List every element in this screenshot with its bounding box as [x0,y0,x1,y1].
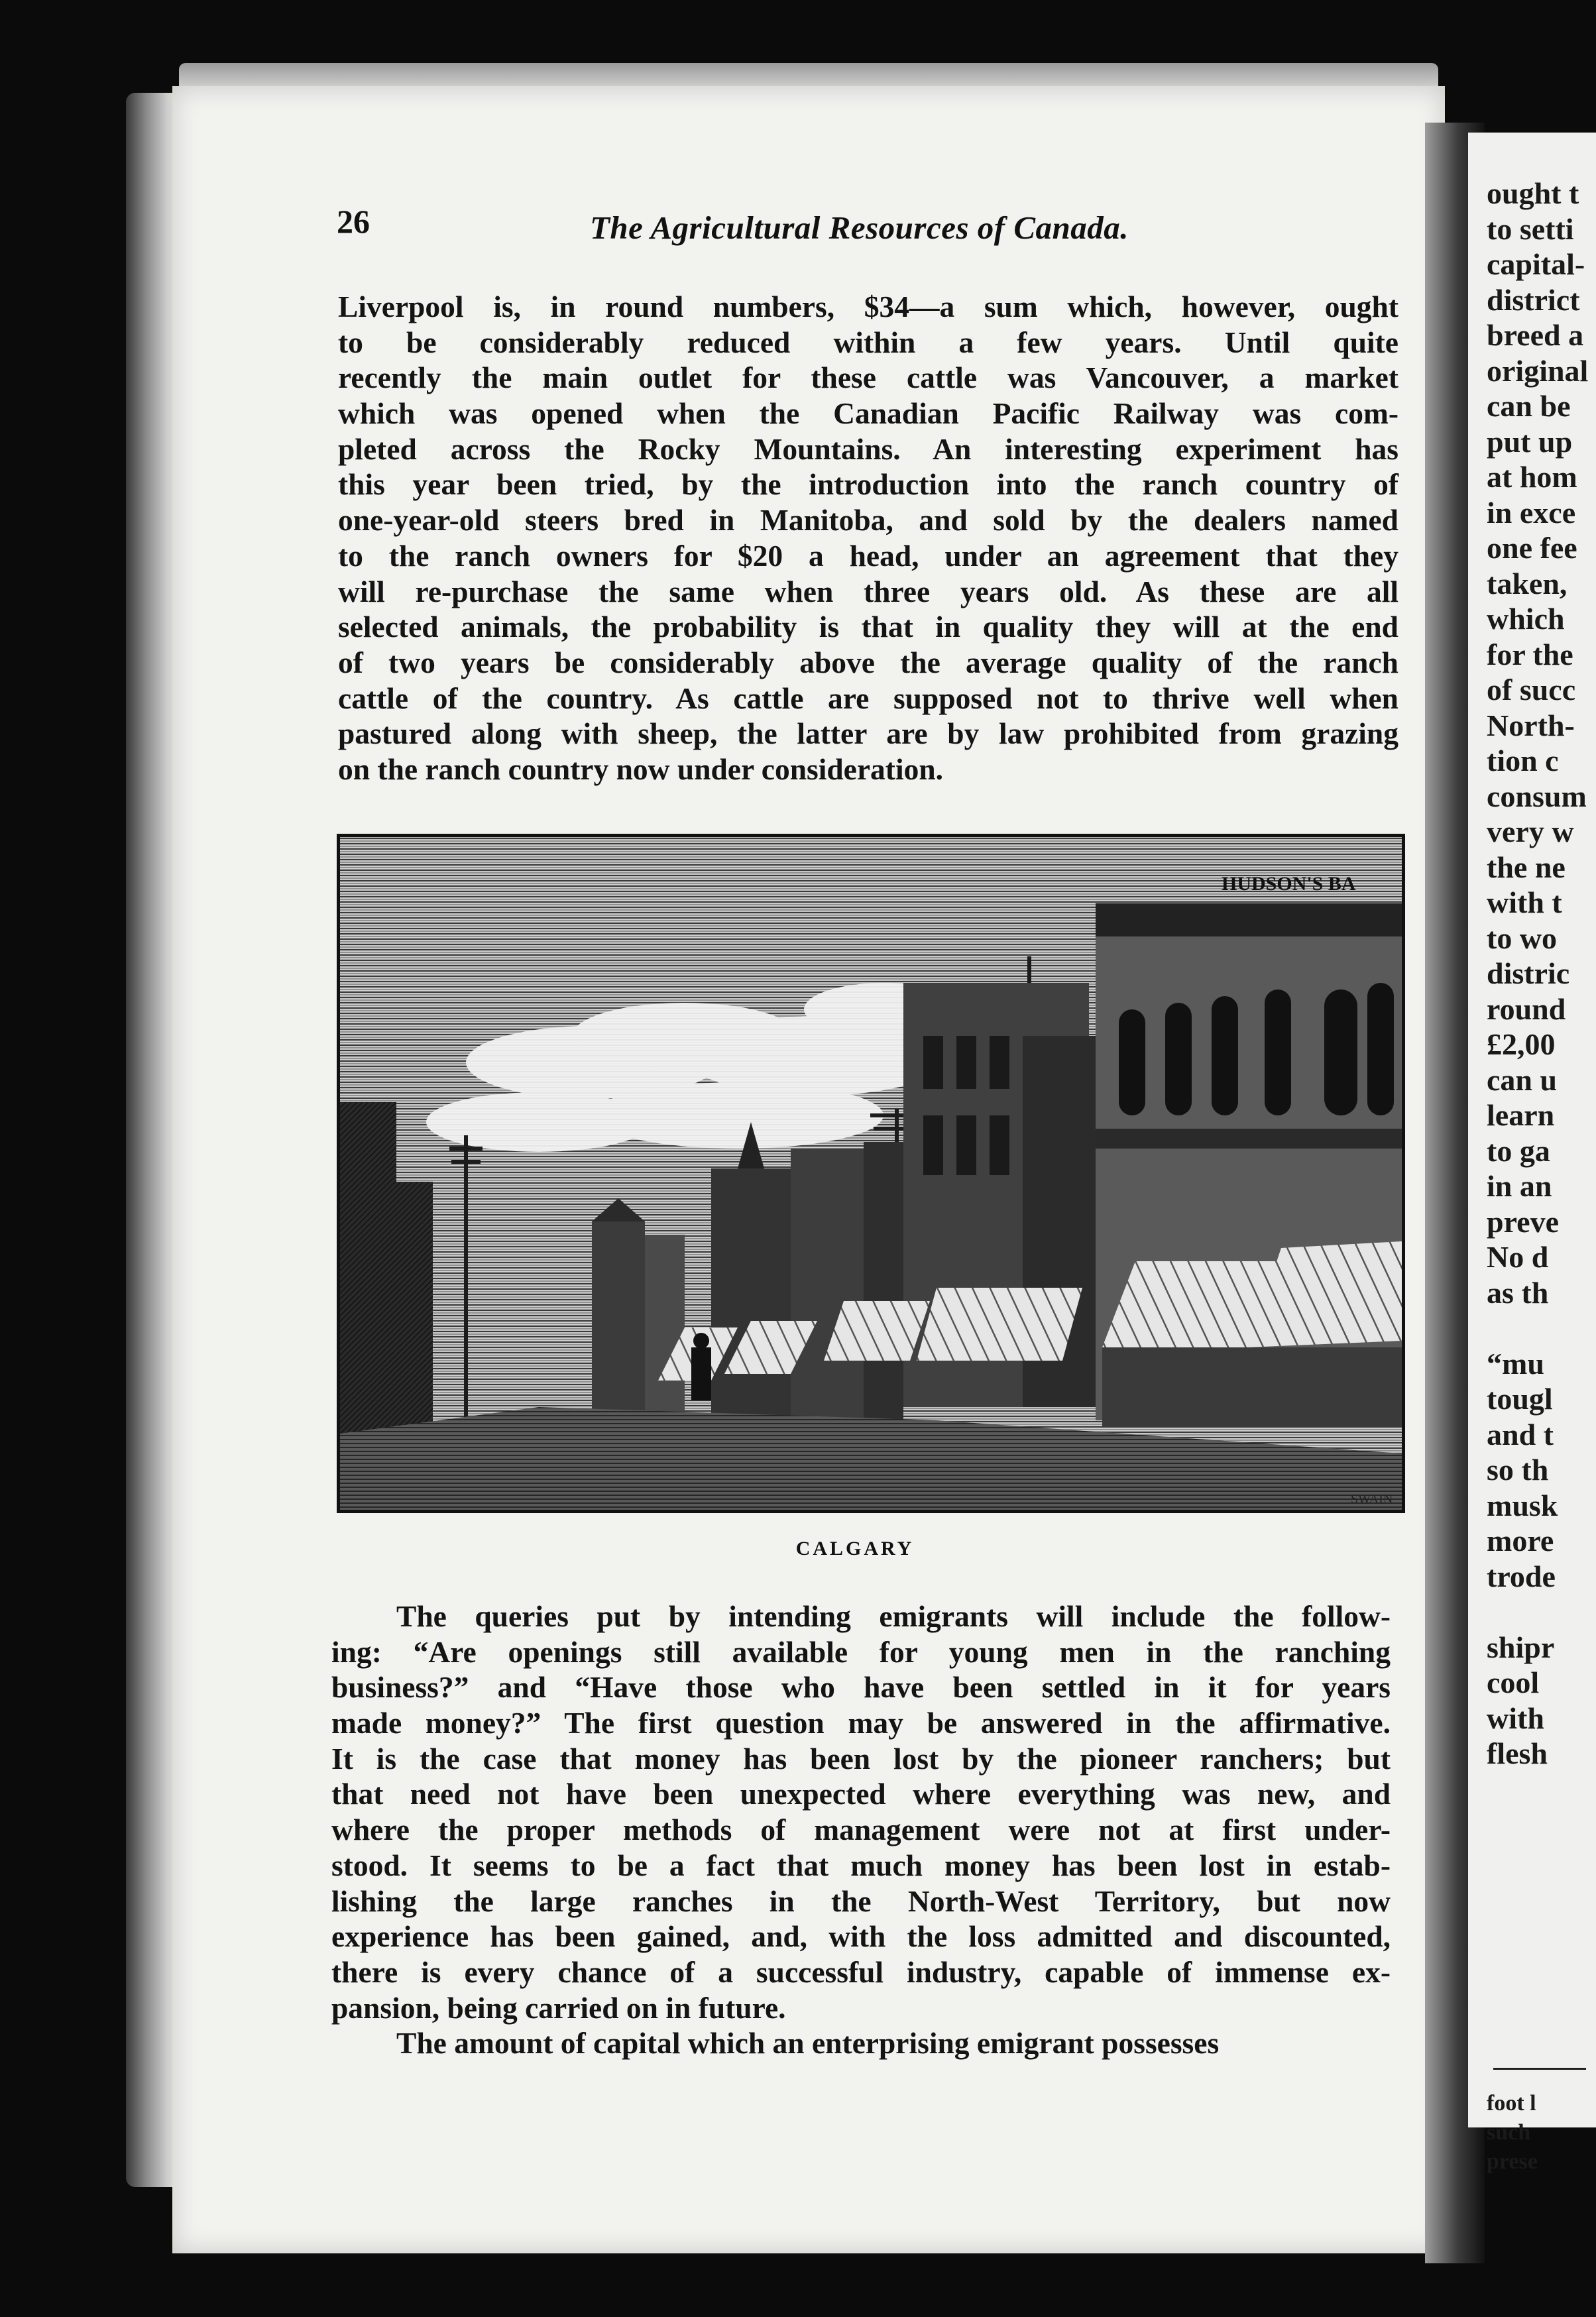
facing-text-line: capital- [1487,247,1585,281]
text-line: will re-purchase the same when three years old. As these are all [338,574,1398,608]
text-line: lishing the large ranches in the North-West Territory, but now [331,1884,1391,1918]
facing-text-line: the ne [1487,850,1566,884]
facing-text-line: consum [1487,779,1587,813]
facing-text-line: “mu [1487,1346,1544,1381]
calgary-street-engraving [337,834,1405,1513]
facing-text-line: learn [1487,1098,1555,1132]
facing-text-line: can u [1487,1062,1558,1097]
facing-text-line: which [1487,602,1565,636]
facing-text-line: £2,00 [1487,1027,1556,1061]
facing-text-line: with [1487,1701,1544,1735]
facing-text-line: to wo [1487,921,1558,955]
facing-text-line: for the [1487,637,1573,671]
facing-page [1468,133,1596,2174]
footnote-rule [1493,2068,1586,2070]
facing-text-line: in an [1487,1169,1552,1203]
text-line: The queries put by intending emigrants will include the follow- [396,1599,1391,1633]
facing-text-line: and t [1487,1417,1554,1451]
facing-text-line: round [1487,991,1566,1026]
page-number: 26 [337,203,370,240]
text-line: pansion, being carried on in future. [331,1990,786,2025]
facing-footnote-line: foot l [1487,2091,1536,2116]
text-line: one-year-old steers bred in Manitoba, and sold by the dealers named [338,503,1398,537]
facing-text-line: with t [1487,885,1562,919]
facing-text-line: ought t [1487,176,1579,210]
facing-text-line: very w [1487,815,1574,848]
facing-text-line: breed a [1487,318,1584,352]
facing-text-line: put up [1487,424,1573,459]
text-line: pleted across the Rocky Mountains. An interesting experiment has [338,431,1398,466]
facing-text-line: at hom [1487,460,1577,494]
text-line: It is the case that money has been lost by the pioneer ranchers; but [331,1741,1391,1776]
facing-text-line: more [1487,1524,1554,1557]
facing-text-line: trode [1487,1559,1556,1593]
facing-text-line: original [1487,353,1589,388]
facing-text-line: one fee [1487,531,1577,565]
text-line: experience has been gained, and, with the loss admitted and discounted, [331,1919,1391,1954]
text-line: which was opened when the Canadian Pacific Railway was com- [338,396,1398,431]
facing-text-line: tion c [1487,744,1559,777]
text-line: there is every chance of a successful industry, capable of immense ex- [331,1954,1391,1989]
text-line: of two years be considerably above the average quality of the ranch [338,645,1398,679]
facing-text-line: No d [1487,1240,1549,1274]
facing-text-line: of succ [1487,673,1576,706]
facing-text-line: tougl [1487,1382,1553,1416]
facing-text-line: preve [1487,1204,1560,1239]
svg-text:HUDSON'S BA: HUDSON'S BA [1222,873,1356,895]
text-line: ing: “Are openings still available for young men in the ranching [331,1634,1391,1669]
facing-text-line: distric [1487,956,1570,990]
facing-text-line: can be [1487,389,1571,423]
text-line: recently the main outlet for these cattle was Vancouver, a market [338,361,1398,395]
facing-text-line: taken, [1487,566,1568,600]
text-line: where the proper methods of management were not at first under- [331,1813,1391,1847]
text-line: that need not have been unexpected where everything was new, and [331,1777,1391,1811]
text-line: stood. It seems to be a fact that much money has been lost in estab- [331,1848,1391,1882]
text-line: to the ranch owners for $20 a head, under an agreement that they [338,538,1398,573]
text-line: Liverpool is, in round numbers, $34—a sum which, however, ought [338,290,1398,323]
facing-text-line: in exce [1487,495,1576,530]
facing-text-line: flesh [1487,1736,1548,1770]
paragraph-1 [338,289,1398,787]
text-line: this year been tried, by the introduction into the ranch country of [338,467,1398,502]
facing-text-line: North- [1487,708,1575,742]
facing-text-line: to ga [1487,1133,1550,1168]
text-line: business?” and “Have those who have been settled in it for years [331,1670,1391,1705]
pedestrian [691,1333,711,1400]
illustration-caption: CALGARY [795,1538,915,1559]
facing-text-line: as th [1487,1275,1549,1310]
text-line: made money?” The first question may be answered in the affirmative. [331,1706,1391,1740]
text-line: The amount of capital which an enterprising emigrant possesses [396,2026,1220,2061]
facing-text-line: district [1487,282,1580,317]
text-line: selected animals, the probability is that in quality they will at the end [338,610,1398,644]
facing-text-line: cool [1487,1666,1540,1699]
facing-text-line: so th [1487,1453,1549,1487]
engraver-signature: SWAIN [1351,1492,1393,1506]
text-line: cattle of the country. As cattle are supposed not to thrive well when [338,681,1398,715]
facing-text-line: to setti [1487,211,1574,246]
facing-text-line: shipr [1487,1630,1555,1664]
paragraph-2 [331,1599,1391,2061]
facing-footnote-line: such [1487,2120,1531,2145]
text-line: to be considerably reduced within a few years. Until quite [338,325,1398,359]
facing-footnote-line: prese [1487,2149,1538,2174]
text-line: pastured along with sheep, the latter are by law prohibited from grazing [338,716,1398,751]
running-title: The Agricultural Resources of Canada. [590,209,1129,246]
text-line: on the ranch country now under consideration. [338,752,944,786]
storefronts [1102,1347,1402,1427]
facing-text-line: musk [1487,1488,1558,1522]
